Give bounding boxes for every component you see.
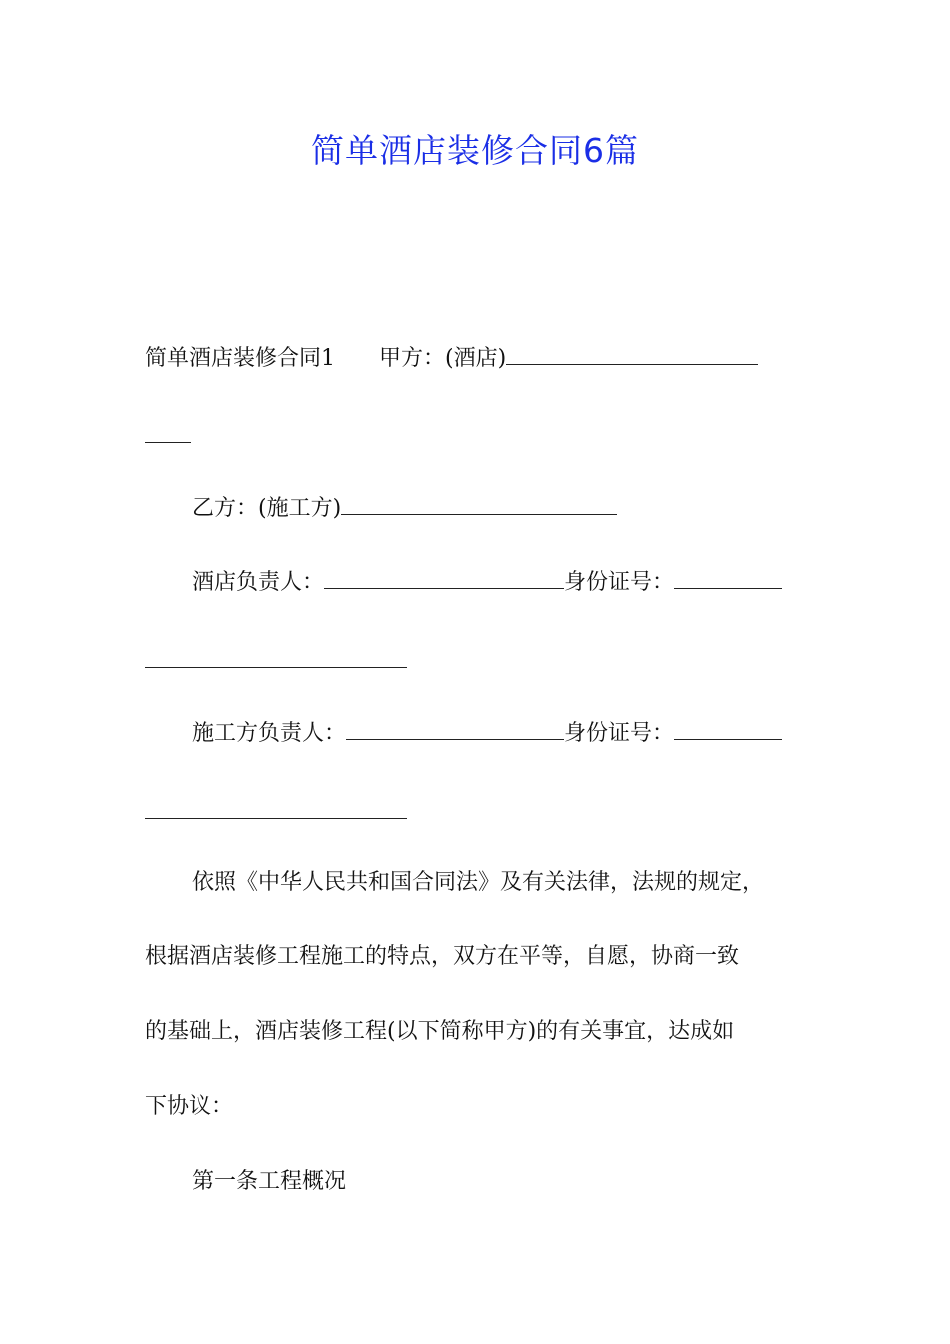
hotel-rep-blank[interactable]: [324, 568, 564, 589]
preamble-line: 依照《中华人民共和国合同法》及有关法律，法规的规定，: [192, 870, 765, 895]
hotel-rep-id-label: 身份证号：: [564, 570, 675, 595]
contractor-rep-row: [192, 718, 782, 750]
document-title: 简单酒店装修合同6篇: [311, 131, 639, 170]
hotel-rep-id-blank[interactable]: [674, 568, 782, 589]
heading-row: [145, 343, 758, 375]
party-b-row: [192, 493, 617, 525]
hotel-rep-id-blank-continued[interactable]: [145, 667, 407, 668]
preamble-line: 的基础上，酒店装修工程(以下简称甲方)的有关事宜，达成如: [145, 1019, 735, 1044]
contractor-rep-id-blank-continued[interactable]: [145, 818, 407, 819]
contractor-rep-id-blank[interactable]: [674, 719, 782, 740]
preamble-line: 根据酒店装修工程施工的特点，双方在平等，自愿，协商一致: [145, 944, 740, 969]
preamble-line: 下协议：: [145, 1094, 234, 1119]
party-b-blank[interactable]: [341, 494, 617, 515]
party-a-label: 甲方：(酒店): [379, 346, 507, 371]
party-b-label: 乙方：(施工方): [192, 496, 342, 521]
contract-heading: 简单酒店装修合同1: [145, 346, 335, 371]
contractor-rep-label: 施工方负责人：: [192, 721, 347, 746]
contractor-rep-id-label: 身份证号：: [564, 721, 675, 746]
hotel-rep-label: 酒店负责人：: [192, 570, 325, 595]
hotel-rep-row: [192, 567, 782, 599]
party-a-blank-continued[interactable]: [145, 442, 191, 443]
contractor-rep-blank[interactable]: [346, 719, 564, 740]
article-1-title: 第一条工程概况: [192, 1169, 347, 1194]
party-a-blank[interactable]: [506, 344, 758, 365]
